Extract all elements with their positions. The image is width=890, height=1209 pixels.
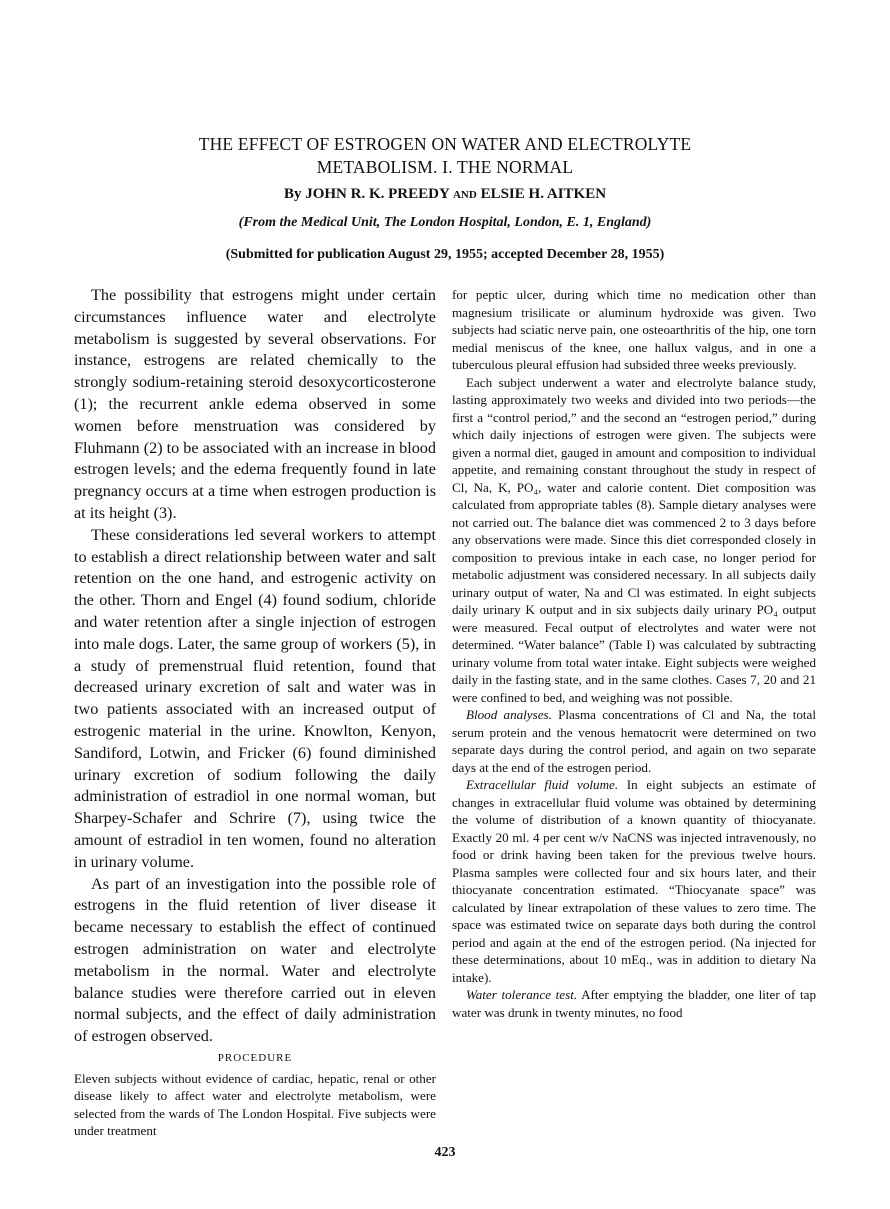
ecf-volume-text: In eight subjects an estimate of changes in extracellular fluid volume was obtained by determining the volume of distribution of a known quantity of thiocyanate. Exactly 20 ml. 4 per cent w/v NaCNS was injected intravenously, no food or drink having been taken for the previous twelve hours. Plasma samples were collected four and six hours later, and their thiocyanate concentration estimated. “Thiocyanate space” was calculated by linear extrapolation of these values to zero time. The space was estimated twice on separate days both during the control period and again at the end of the estrogen period. (Na injected for these determinations, about 10 mEq., was in addition to dietary Na intake). bbox=[452, 777, 816, 985]
author-1: JOHN R. K. PREEDY bbox=[305, 186, 450, 202]
article-title bbox=[100, 133, 790, 179]
blood-analyses-paragraph bbox=[452, 706, 816, 776]
title-line-1: THE EFFECT OF ESTROGEN ON WATER AND ELECTROLYTE bbox=[198, 134, 692, 154]
procedure-paragraph-1: Eleven subjects without evidence of cardiac, hepatic, renal or other disease likely to affect water and electrolyte metabolism, were selected from the wards of The London Hospital. Five subjects were under treatment bbox=[74, 1070, 436, 1139]
affiliation: (From the Medical Unit, The London Hospital, London, E. 1, England) bbox=[238, 215, 652, 230]
procedure-paragraph-1-cont: for peptic ulcer, during which time no medication other than magnesium trisilicate or aluminum hydroxide was given. Two subjects had sciatic nerve pain, one osteoarthritis of the hip, one torn medial meniscus of the knee, one hallux valgus, and in one a tuberculous pleural effusion had subsided three weeks previously. bbox=[452, 287, 816, 372]
author-2: ELSIE H. AITKEN bbox=[480, 186, 607, 202]
page-number: 423 bbox=[434, 1145, 456, 1160]
water-tolerance-text: After emptying the bladder, one liter of tap water was drunk in twenty minutes, no food bbox=[452, 987, 816, 1020]
intro-paragraph-3: As part of an investigation into the possible role of estrogens in the fluid retention of liver disease it became necessary to establish the effect of continued estrogen administration on water and electrolyte metabolism in the normal. Water and electrolyte balance studies were therefore carried out in eleven normal subjects, and the effect of daily administration of estrogen observed. bbox=[74, 874, 436, 1046]
author-line bbox=[100, 186, 790, 203]
and-label: AND bbox=[452, 189, 477, 201]
procedure-paragraph-2: Each subject underwent a water and electrolyte balance study, lasting approximately two weeks and divided into two periods—the first a “control period,” and the second an “estrogen period,” during which daily injections of estrogen were given. The subjects were given a normal diet, gauged in amount and composition to individual appetite, and remaining constant throughout the study in respect of Cl, Na, K, PO₄, water and calorie content. Diet composition was calculated from appropriate tables (8). Sample dietary analyses were not carried out. The balance diet was commenced 2 to 3 days before any observations were made. Since this diet corresponded closely in composition to previous intake in each case, no longer period for metabolic adjustment was considered necessary. In all subjects daily urinary output of water, Na and Cl was estimated. In eight subjects daily urinary K output and in six subjects daily urinary PO₄ output were measured. Fecal output of electrolytes and water were not determined. “Water balance” (Table I) was calculated by subtracting urinary volume from total water intake. Eight subjects were weighed daily in the fasting state, and in the same clothes. Cases 7, 20 and 21 were confined to bed, and weighing was not possible. bbox=[452, 374, 816, 705]
section-heading-procedure: PROCEDURE bbox=[217, 1051, 293, 1064]
water-tolerance-lead: Water tolerance test. bbox=[466, 987, 578, 1002]
ecf-volume-lead: Extracellular fluid volume. bbox=[466, 777, 619, 792]
by-label: By bbox=[283, 186, 302, 202]
blood-analyses-lead: Blood analyses. bbox=[466, 707, 552, 722]
submission-dates: (Submitted for publication August 29, 1955; accepted December 28, 1955) bbox=[225, 247, 665, 262]
intro-paragraph-1: The possibility that estrogens might under certain circumstances influence water and electrolyte metabolism is suggested by several observations. For instance, estrogens are related chemically to the strongly sodium-retaining steroid desoxycorticosterone (1); the recurrent ankle edema observed in some women before menstruation was considered by Fluhmann (2) to be associated with an increase in blood estrogen levels; and the edema frequently found in late pregnancy occurs at a time when estrogen production is at its height (3). bbox=[74, 286, 436, 522]
right-column bbox=[452, 286, 816, 1021]
intro-paragraph-2: These considerations led several workers to attempt to establish a direct relationship between water and salt retention on the one hand, and estrogenic activity on the other. Thorn and Engel (4) found sodium, chloride and water retention after a single injection of estrogen into male dogs. Later, the same group of workers (5), in a study of premenstrual fluid retention, found that decreased urinary excretion of salt and water was in two patients associated with an increased output of estrogenic material in the urine. Knowlton, Kenyon, Sandiford, Lotwin, and Fricker (6) found diminished urinary excretion of sodium following the daily administration of estradiol in one normal woman, but Sharpey-Schafer and Schrire (7), using twice the amount of estradiol in ten women, found no alteration in urinary volume. bbox=[74, 525, 436, 871]
title-line-2: METABOLISM. I. THE NORMAL bbox=[316, 157, 574, 177]
water-tolerance-paragraph bbox=[452, 986, 816, 1021]
blood-analyses-text: Plasma concentrations of Cl and Na, the total serum protein and the venous hematocrit were determined on two separate days during the control period, and again on two separate days at the end of the estrogen period. bbox=[452, 707, 816, 775]
ecf-volume-paragraph bbox=[452, 776, 816, 986]
left-column bbox=[74, 285, 436, 1140]
